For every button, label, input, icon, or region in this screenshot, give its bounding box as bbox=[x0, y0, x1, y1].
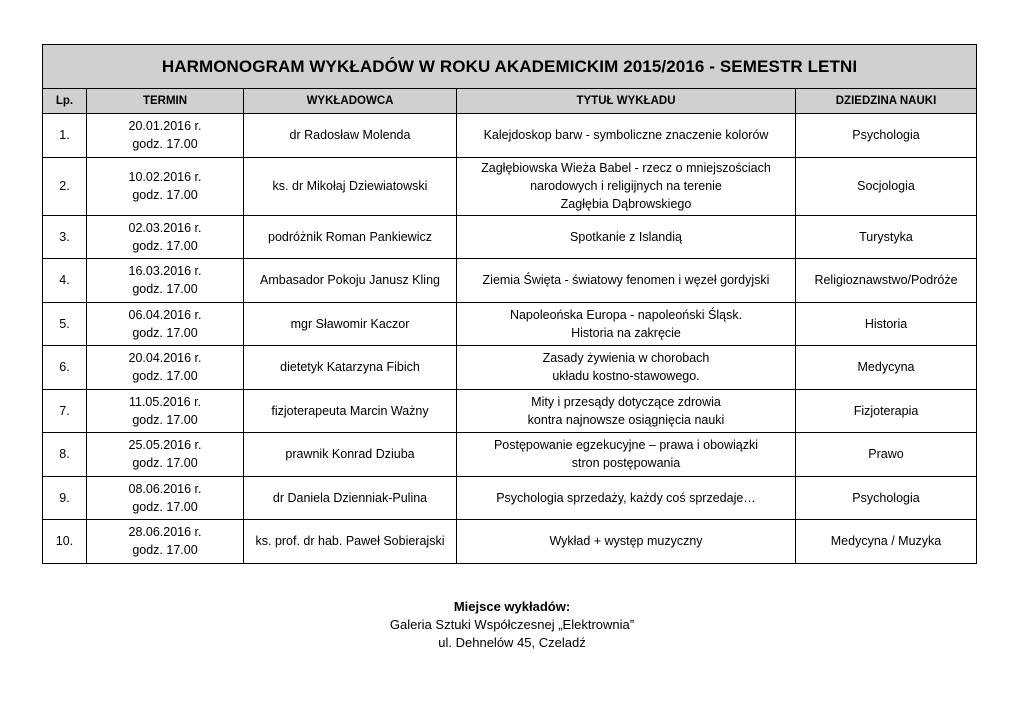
row-date: 06.04.2016 r. bbox=[128, 307, 202, 322]
column-header-field: DZIEDZINA NAUKI bbox=[796, 89, 977, 114]
table-row bbox=[43, 520, 977, 564]
row-lecture-title-line: Mity i przesądy dotyczące zdrowia bbox=[531, 394, 721, 409]
row-number: 1. bbox=[43, 114, 87, 158]
row-date-time bbox=[87, 520, 244, 564]
row-lecturer: mgr Sławomir Kaczor bbox=[244, 302, 457, 346]
row-date: 28.06.2016 r. bbox=[128, 525, 202, 540]
row-lecture-title-line: Historia na zakręcie bbox=[571, 325, 681, 340]
venue-heading: Miejsce wykładów: bbox=[453, 599, 571, 614]
row-field: Psychologia bbox=[796, 476, 977, 520]
row-field: Socjologia bbox=[796, 157, 977, 215]
row-time: godz. 17.00 bbox=[132, 238, 198, 253]
row-lecture-title-line: Spotkanie z Islandią bbox=[570, 229, 682, 244]
row-lecture-title-line: Postępowanie egzekucyjne – prawa i obowiązki bbox=[493, 438, 759, 453]
row-lecture-title-line: Ziemia Święta - światowy fenomen i węzeł gordyjski bbox=[482, 273, 770, 288]
row-lecture-title-line: kontra najnowsze osiągnięcia nauki bbox=[527, 412, 725, 427]
row-field: Psychologia bbox=[796, 114, 977, 158]
row-number: 4. bbox=[43, 259, 87, 303]
row-date-time bbox=[87, 346, 244, 390]
row-date: 02.03.2016 r. bbox=[128, 220, 202, 235]
row-field: Fizjoterapia bbox=[796, 389, 977, 433]
table-row bbox=[43, 215, 977, 259]
row-number: 6. bbox=[43, 346, 87, 390]
row-lecture-title bbox=[457, 157, 796, 215]
row-time: godz. 17.00 bbox=[132, 543, 198, 558]
row-lecture-title bbox=[457, 389, 796, 433]
table-row bbox=[43, 157, 977, 215]
table-row bbox=[43, 346, 977, 390]
row-lecture-title-line: stron postępowania bbox=[571, 456, 681, 471]
row-lecturer: podróżnik Roman Pankiewicz bbox=[244, 215, 457, 259]
row-time: godz. 17.00 bbox=[132, 325, 198, 340]
row-time: godz. 17.00 bbox=[132, 369, 198, 384]
row-time: godz. 17.00 bbox=[132, 282, 198, 297]
row-lecture-title bbox=[457, 476, 796, 520]
row-number: 5. bbox=[43, 302, 87, 346]
row-lecturer: dr Daniela Dzienniak-Pulina bbox=[244, 476, 457, 520]
row-number: 3. bbox=[43, 215, 87, 259]
row-date: 10.02.2016 r. bbox=[128, 170, 202, 184]
row-date: 20.01.2016 r. bbox=[128, 119, 202, 134]
row-time: godz. 17.00 bbox=[132, 499, 198, 514]
row-date-time bbox=[87, 114, 244, 158]
row-lecturer: prawnik Konrad Dziuba bbox=[244, 433, 457, 477]
row-lecture-title bbox=[457, 433, 796, 477]
row-number: 2. bbox=[43, 157, 87, 215]
table-row bbox=[43, 259, 977, 303]
row-lecture-title-line: Zagłębia Dąbrowskiego bbox=[560, 197, 692, 211]
row-lecture-title bbox=[457, 520, 796, 564]
table-row bbox=[43, 433, 977, 477]
row-lecture-title-line: układu kostno-stawowego. bbox=[552, 369, 700, 384]
row-date-time bbox=[87, 476, 244, 520]
row-date: 08.06.2016 r. bbox=[128, 481, 202, 496]
row-date-time bbox=[87, 302, 244, 346]
row-field: Medycyna bbox=[796, 346, 977, 390]
row-lecturer: ks. prof. dr hab. Paweł Sobierajski bbox=[244, 520, 457, 564]
row-field: Religioznawstwo/Podróże bbox=[796, 259, 977, 303]
row-lecture-title-line: Zagłębiowska Wieża Babel - rzecz o mniejszościach bbox=[481, 161, 771, 175]
row-lecturer: fizjoterapeuta Marcin Ważny bbox=[244, 389, 457, 433]
row-lecture-title-line: narodowych i religijnych na terenie bbox=[530, 179, 722, 193]
row-field: Prawo bbox=[796, 433, 977, 477]
venue-info bbox=[0, 598, 1024, 652]
row-lecture-title bbox=[457, 302, 796, 346]
row-lecture-title-line: Kalejdoskop barw - symboliczne znaczenie kolorów bbox=[483, 128, 769, 143]
row-date: 20.04.2016 r. bbox=[128, 351, 202, 366]
column-header-date: TERMIN bbox=[87, 89, 244, 114]
row-number: 7. bbox=[43, 389, 87, 433]
row-lecture-title bbox=[457, 215, 796, 259]
column-header-lp: Lp. bbox=[43, 89, 87, 114]
table-header-row bbox=[43, 89, 977, 114]
row-number: 9. bbox=[43, 476, 87, 520]
table-row bbox=[43, 302, 977, 346]
table-row bbox=[43, 389, 977, 433]
row-date-time bbox=[87, 259, 244, 303]
row-lecturer: Ambasador Pokoju Janusz Kling bbox=[244, 259, 457, 303]
row-lecture-title-line: Wykład + występ muzyczny bbox=[549, 534, 703, 549]
row-time: godz. 17.00 bbox=[132, 456, 198, 471]
row-field: Medycyna / Muzyka bbox=[796, 520, 977, 564]
column-header-lecturer: WYKŁADOWCA bbox=[244, 89, 457, 114]
row-number: 8. bbox=[43, 433, 87, 477]
column-header-title: TYTUŁ WYKŁADU bbox=[457, 89, 796, 114]
document-title: HARMONOGRAM WYKŁADÓW W ROKU AKADEMICKIM 2015/2016 - SEMESTR LETNI bbox=[43, 45, 977, 89]
row-date-time bbox=[87, 157, 244, 215]
row-date-time bbox=[87, 433, 244, 477]
row-lecture-title bbox=[457, 114, 796, 158]
row-number: 10. bbox=[43, 520, 87, 564]
row-date: 16.03.2016 r. bbox=[128, 264, 202, 279]
venue-address: ul. Dehnelów 45, Czeladź bbox=[438, 635, 586, 650]
row-time: godz. 17.00 bbox=[132, 412, 198, 427]
row-field: Historia bbox=[796, 302, 977, 346]
row-date-time bbox=[87, 389, 244, 433]
row-date: 25.05.2016 r. bbox=[128, 438, 202, 453]
row-lecture-title-line: Psychologia sprzedaży, każdy coś sprzedaje… bbox=[496, 490, 756, 505]
venue-name: Galeria Sztuki Współczesnej „Elektrownia” bbox=[389, 617, 635, 632]
lecture-schedule-table bbox=[42, 44, 977, 564]
table-row bbox=[43, 114, 977, 158]
row-lecture-title-line: Napoleońska Europa - napoleoński Śląsk. bbox=[509, 307, 743, 322]
row-lecture-title-line: Zasady żywienia w chorobach bbox=[542, 351, 710, 366]
row-lecturer: dietetyk Katarzyna Fibich bbox=[244, 346, 457, 390]
row-lecturer: dr Radosław Molenda bbox=[244, 114, 457, 158]
row-lecture-title bbox=[457, 259, 796, 303]
row-date: 11.05.2016 r. bbox=[128, 394, 202, 409]
row-date-time bbox=[87, 215, 244, 259]
row-lecture-title bbox=[457, 346, 796, 390]
row-field: Turystyka bbox=[796, 215, 977, 259]
table-row bbox=[43, 476, 977, 520]
row-time: godz. 17.00 bbox=[132, 188, 198, 202]
row-lecturer: ks. dr Mikołaj Dziewiatowski bbox=[244, 157, 457, 215]
row-time: godz. 17.00 bbox=[132, 137, 198, 152]
